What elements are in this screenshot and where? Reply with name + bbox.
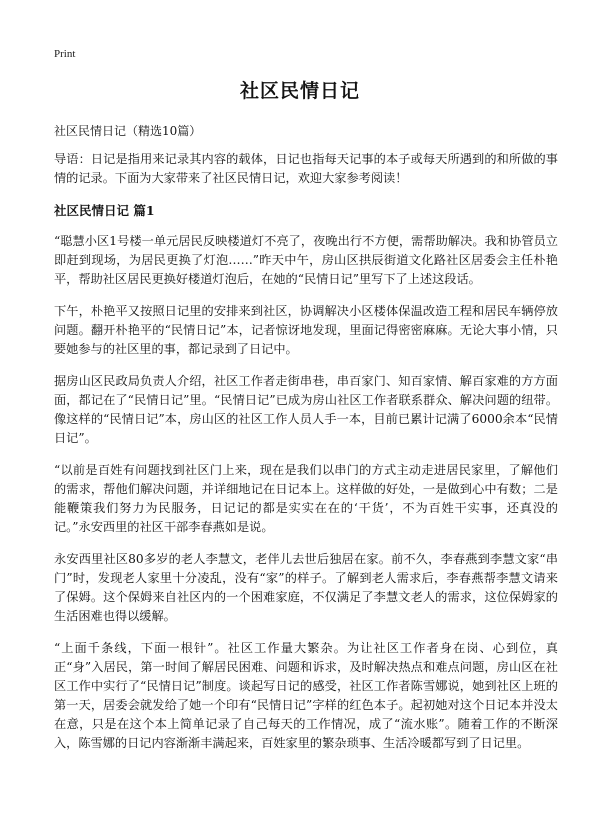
document-body: [54, 150, 558, 766]
paragraph: 永安西里社区80多岁的老人李慧文，老伴儿去世后独居在家。前不久，李春燕到李慧文家“串门”时，发现老人家里十分凌乱，没有“家”的样子。了解到老人需求后，李春燕帮李慧文请来了保姆。这个保姆来自社区内的一个困难家庭，不仅满足了李慧文老人的需求，这位保姆家的生活困难也得以缓解。: [54, 552, 558, 623]
intro-paragraph: 导语：日记是指用来记录其内容的载体，日记也指每天记事的本子或每天所遇到的和所做的事情的记录。下面为大家带来了社区民情日记，欢迎大家参考阅读！: [54, 152, 558, 185]
paragraph: 据房山区民政局负责人介绍，社区工作者走街串巷，串百家门、知百家情、解百家难的方方面面，都记在了“民情日记”里。“民情日记”已成为房山社区工作者联系群众、解决问题的纽带。像这样的“民情日记”本，房山区的社区工作人员人手一本，目前已累计记满了6000余本“民情日记”。: [54, 374, 558, 445]
subtitle: 社区民情日记（精选10篇）: [54, 124, 202, 138]
section-heading: 社区民情日记 篇1: [54, 203, 155, 218]
paragraph: “以前是百姓有问题找到社区门上来，现在是我们以串门的方式主动走进居民家里，了解他们的需求，帮他们解决问题，并详细地记在日记本上。这样做的好处，一是做到心中有数；二是能鞭策我们努力为民服务，日记记的都是实实在在的‘干货’，不为百姓干实事，还真没的记。”永安西里的社区干部李春燕如是说。: [54, 463, 558, 534]
page-title: 社区民情日记: [239, 80, 360, 102]
paragraph: 下午，朴艳平又按照日记里的安排来到社区，协调解决小区楼体保温改造工程和居民车辆停放问题。翻开朴艳平的“民情日记”本，记者惊讶地发现，里面记得密密麻麻。无论大事小情，只要她参与的社区里的事，都记录到了日记中。: [54, 304, 558, 356]
paragraph: “聪慧小区1号楼一单元居民反映楼道灯不亮了，夜晚出行不方便，需帮助解决。我和协管员立即赶到现场，为居民更换了灯泡……”昨天中午，房山区拱辰街道文化路社区居委会主任朴艳平，帮助社区居民更换好楼道灯泡后，在她的“民情日记”里写下了上述这段话。: [54, 234, 558, 286]
paragraph: “上面千条线，下面一根针”。社区工作量大繁杂。为让社区工作者身在岗、心到位，真正“身”入居民，第一时间了解居民困难、问题和诉求，及时解决热点和难点问题，房山区在社区工作中实行了“民情日记”制度。谈起写日记的感受，社区工作者陈雪娜说，她到社区上班的第一天，居委会就发给了她一个印有“民情日记”字样的红色本子。起初她对这个日记本并没太在意，只是在这个本上简单记录了自己每天的工作情况，成了“流水账”。随着工作的不断深入，陈雪娜的日记内容渐渐丰满起来，百姓家里的繁杂琐事、生活冷暖都写到了日记里。: [54, 641, 558, 750]
print-link[interactable]: Print: [54, 48, 76, 60]
